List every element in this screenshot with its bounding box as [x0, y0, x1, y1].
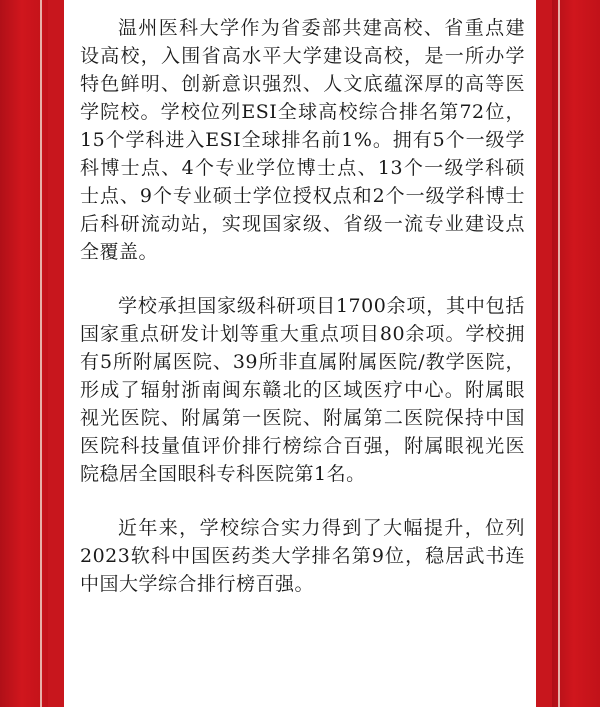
paragraph-rankings: 近年来，学校综合实力得到了大幅提升，位列2023软科中国医药类大学排名第9位，稳居武书连中国大学综合排行榜百强。: [80, 517, 525, 595]
left-red-border: [0, 0, 48, 707]
paragraph-university-overview: 温州医科大学作为省委部共建高校、省重点建设高校，入围省高水平大学建设高校，是一所办学特色鲜明、创新意识强烈、人文底蕴深厚的高等医学院校。学校位列ESI全球高校综合排名第72位，15个学科进入ESI全球排名前1%。拥有5个一级学科博士点、4个专业学位博士点、13个一级学科硕士点、9个专业硕士学位授权点和2个一级学科博士后科研流动站，实现国家级、省级一流专业建设点全覆盖。: [80, 17, 525, 263]
paragraph-research-hospitals: 学校承担国家级科研项目1700余项，其中包括国家重点研发计划等重大重点项目80余项。学校拥有5所附属医院、39所非直属附属医院/教学医院，形成了辐射浙南闽东赣北的区域医疗中心。附属眼视光医院、附属第一医院、附属第二医院保持中国医院科技量值评价排行榜综合百强，附属眼视光医院稳居全国眼科专科医院第1名。: [80, 295, 525, 485]
article-body: [80, 14, 525, 598]
right-red-border: [552, 0, 600, 707]
